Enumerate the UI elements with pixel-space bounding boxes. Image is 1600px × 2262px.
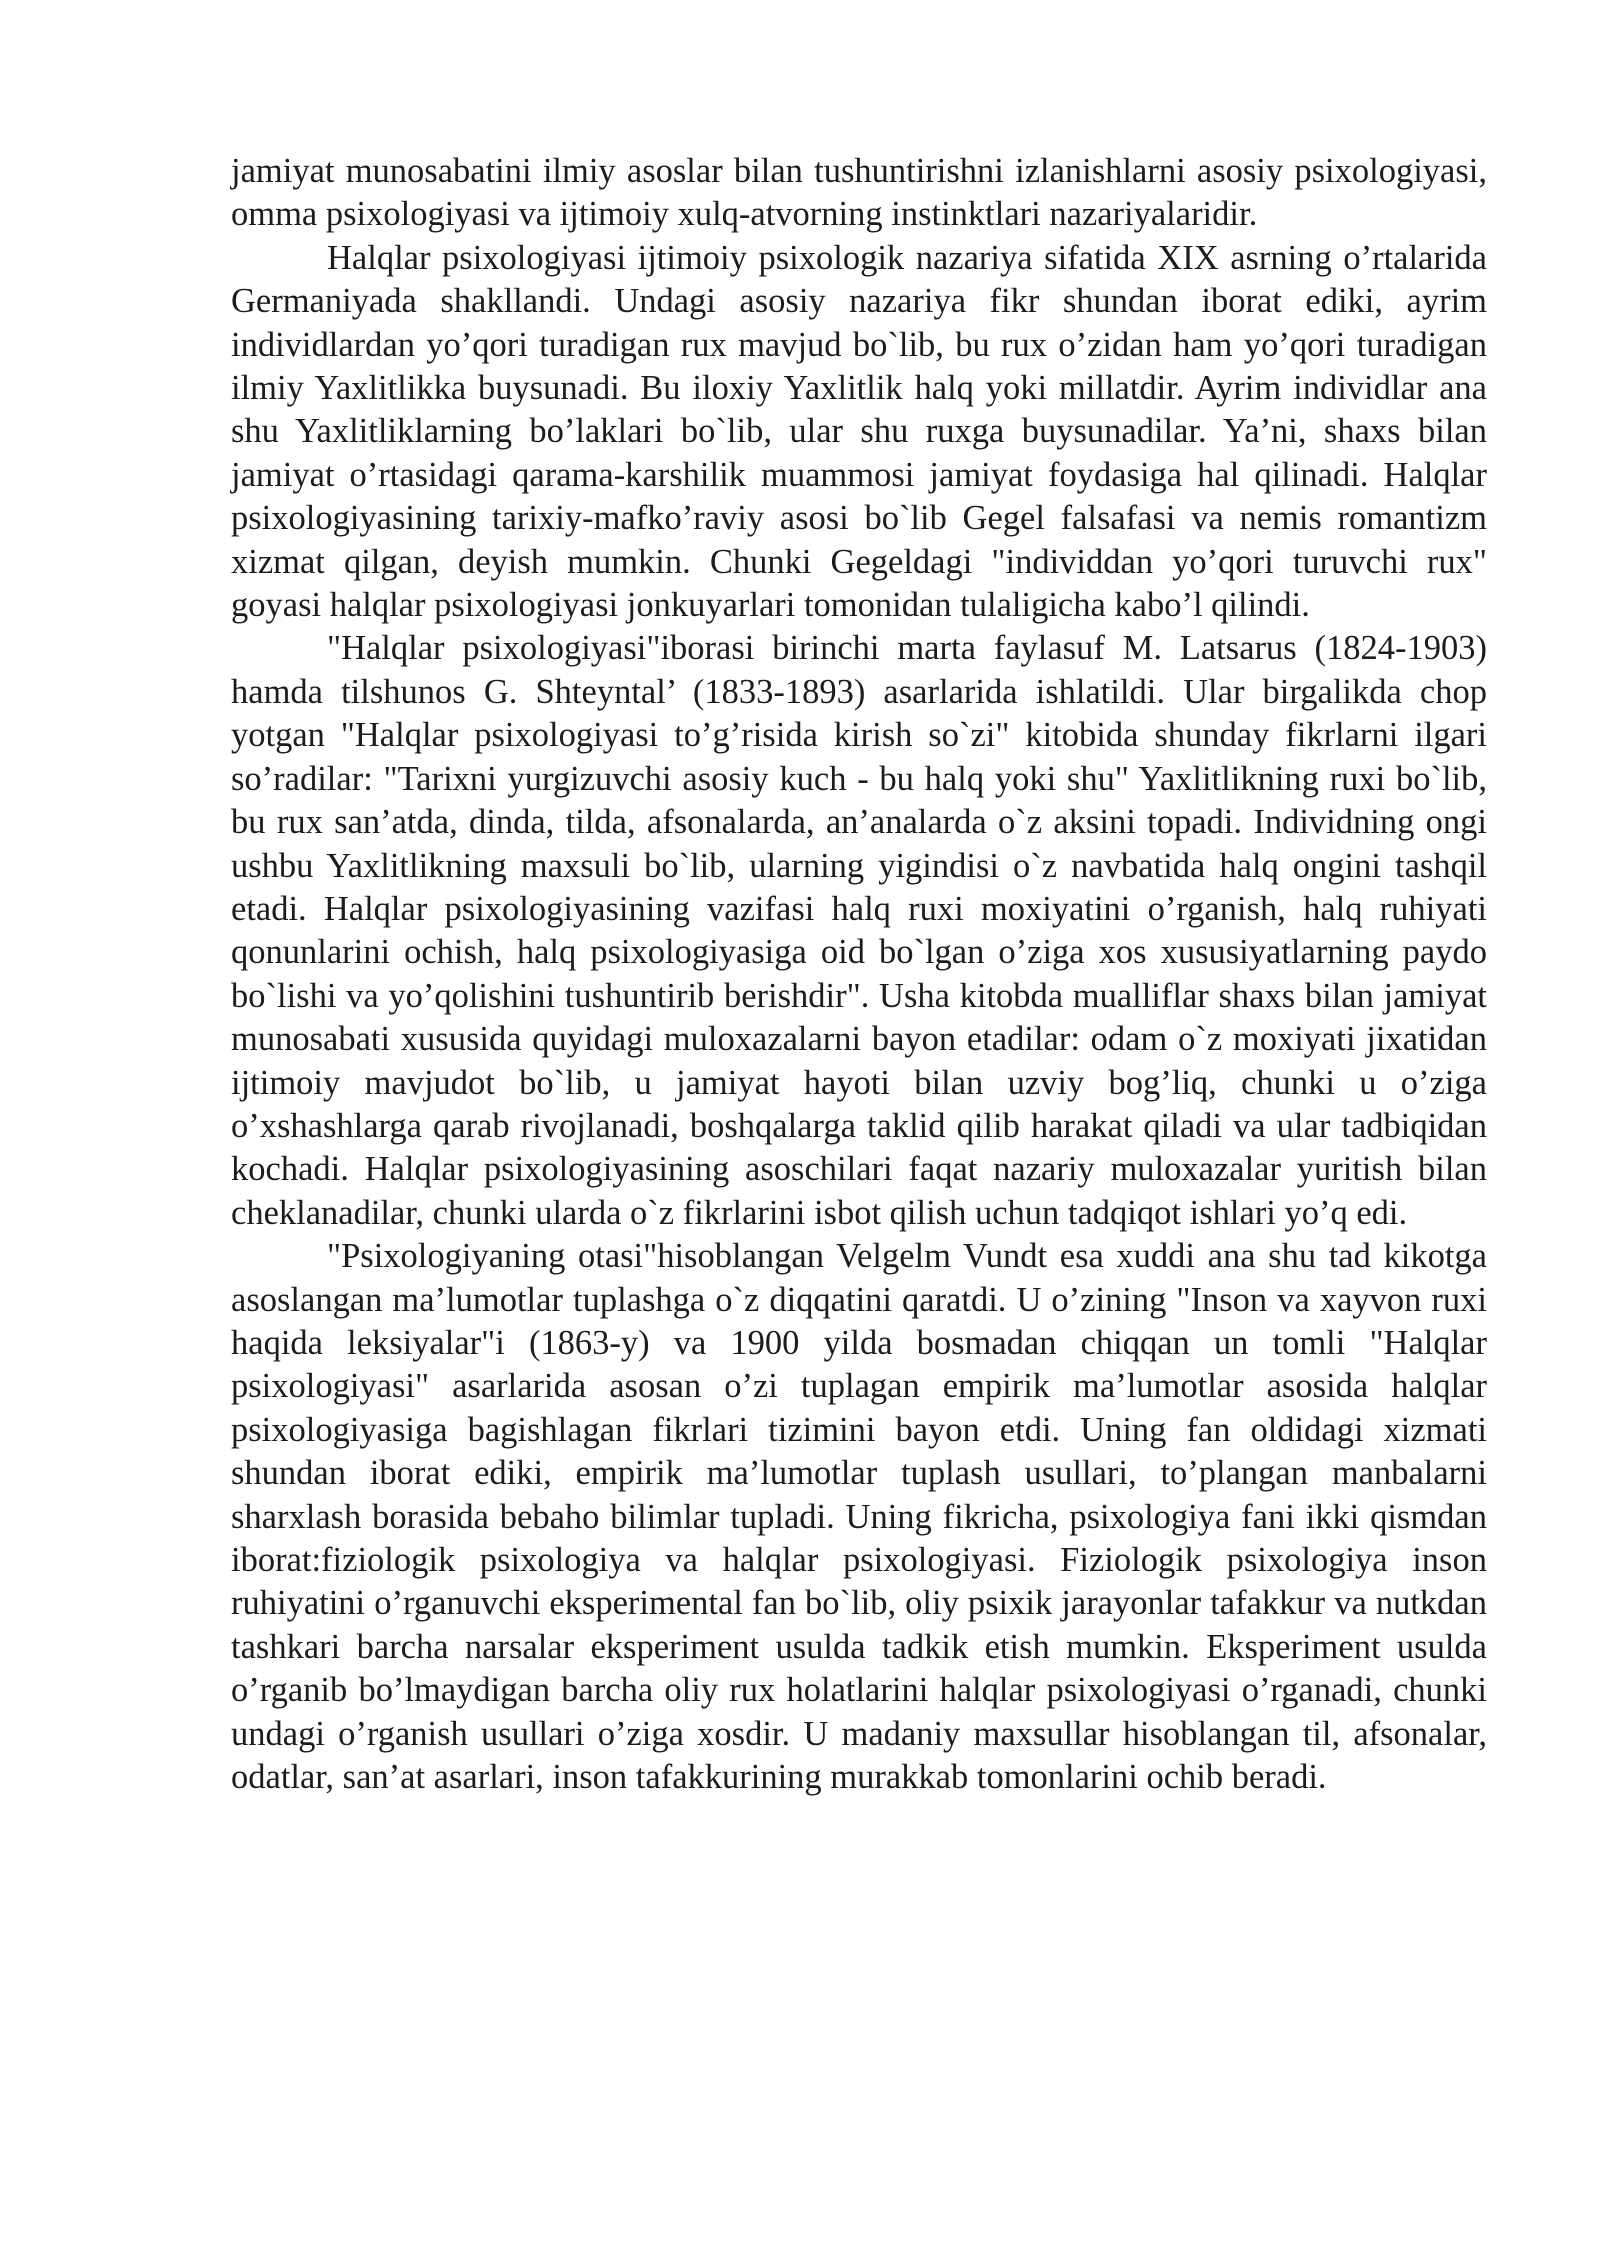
paragraph-4: "Psixologiyaning otasi"hisoblangan Velgelm Vundt esa xuddi ana shu tad kikotga asoslangan ma’lumotlar tuplashga o`z diqqatini qaratdi. U o’zining "Inson va xayvon ruxi haqida leksiyalar"i (1863-y) va 1900 yilda bosmadan chiqqan un tomli "Halqlar psixologiyasi" asarlarida asosan o’zi tuplagan empirik ma’lumotlar asosida halqlar psixologiyasiga bagishlagan fikrlari tizimini bayon etdi. Uning fan oldidagi xizmati shundan iborat ediki, empirik ma’lumotlar tuplash usullari, to’plangan manbalarni sharxlash borasida bebaho bilimlar tupladi. Uning fikricha, psixologiya fani ikki qismdan iborat:fiziologik psixologiya va halqlar psixologiyasi. Fiziologik psixologiya inson ruhiyatini o’rganuvchi eksperimental fan bo`lib, oliy psixik jarayonlar tafakkur va nutkdan tashkari barcha narsalar eksperiment usulda tadkik etish mumkin. Eksperiment usulda o’rganib bo’lmaydigan barcha oliy rux holatlarini halqlar psixologiyasi o’rganadi, chunki undagi o’rganish usullari o’ziga xosdir. U madaniy maxsullar hisoblangan til, afsonalar, odatlar, san’at asarlari, inson tafakkurining murakkab tomonlarini ochib beradi. (231, 1237, 1487, 1797)
document-body (231, 150, 1487, 1799)
paragraph-2: Halqlar psixologiyasi ijtimoiy psixologik nazariya sifatida XIX asrning o’rtalarida Germaniyada shakllandi. Undagi asosiy nazariya fikr shundan iborat ediki, ayrim individlardan yo’qori turadigan rux mavjud bo`lib, bu rux o’zidan ham yo’qori turadigan ilmiy Yaxlitlikka buysunadi. Bu iloxiy Yaxlitlik halq yoki millatdir. Ayrim individlar ana shu Yaxlitliklarning bo’laklari bo`lib, ular shu ruxga buysunadilar. Ya’ni, shaxs bilan jamiyat o’rtasidagi qarama-karshilik muammosi jamiyat foydasiga hal qilinadi. Halqlar psixologiyasining tarixiy-mafko’raviy asosi bo`lib Gegel falsafasi va nemis romantizm xizmat qilgan, deyish mumkin. Chunki Gegeldagi "individdan yo’qori turuvchi rux" goyasi halqlar psixologiyasi jonkuyarlari tomonidan tulaligicha kabo’l qilindi. (231, 238, 1487, 625)
paragraph-1: jamiyat munosabatini ilmiy asoslar bilan tushuntirishni izlanishlarni asosiy psixologiyasi, omma psixologiyasi va ijtimoiy xulq-atvorning instinktlari nazariyalaridir. (231, 152, 1487, 234)
paragraph-3: "Halqlar psixologiyasi"iborasi birinchi marta faylasuf M. Latsarus (1824-1903) hamda tilshunos G. Shteyntal’ (1833-1893) asarlarida ishlatildi. Ular birgalikda chop yotgan "Halqlar psixologiyasi to’g’risida kirish so`zi" kitobida shunday fikrlarni ilgari so’radilar: "Tarixni yurgizuvchi asosiy kuch - bu halq yoki shu" Yaxlitlikning ruxi bo`lib, bu rux san’atda, dinda, tilda, afsonalarda, an’analarda o`z aksini topadi. Individning ongi ushbu Yaxlitlikning maxsuli bo`lib, ularning yigindisi o`z navbatida halq ongini tashqil etadi. Halqlar psixologiyasining vazifasi halq ruxi moxiyatini o’rganish, halq ruhiyati qonunlarini ochish, halq psixologiyasiga oid bo`lgan o’ziga xos xususiyatlarning paydo bo`lishi va yo’qolishini tushuntirib berishdir". Usha kitobda mualliflar shaxs bilan jamiyat munosabati xususida quyidagi muloxazalarni bayon etadilar: odam o`z moxiyati jixatidan ijtimoiy mavjudot bo`lib, u jamiyat hayoti bilan uzviy bog’liq, chunki u o’ziga o’xshashlarga qarab rivojlanadi, boshqalarga taklid qilib harakat qiladi va ular tadbiqidan kochadi. Halqlar psixologiyasining asoschilari faqat nazariy muloxazalar yuritish bilan cheklanadilar, chunki ularda o`z fikrlarini isbot qilish uchun tadqiqot ishlari yo’q edi. (231, 629, 1487, 1232)
